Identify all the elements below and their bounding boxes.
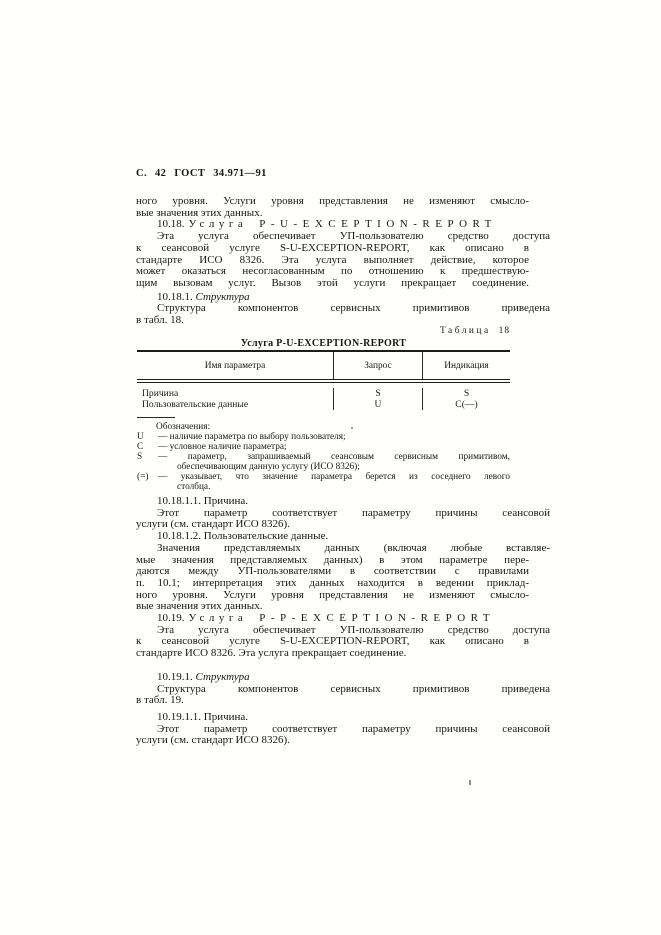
table-row [137,399,510,410]
column-header-request: Запрос [333,352,422,379]
text-line: стандарте ИСО 8326. Эта услуга выполняет действие, которое [136,253,529,266]
legend-text: столбца. [177,482,211,492]
page-header: С. 42 ГОСТ 34.971—91 [136,168,267,179]
legend-item-s [137,452,510,472]
text-line: Эта услуга обеспечивает УП-пользователю средство доступа [157,230,550,243]
text-line: даются между УП-пользователями в соответствии с правилами [136,565,529,578]
text-line: ного уровня. Услуги уровня представления не изменяют смысло- [136,588,529,601]
text-line: в табл. 18. [136,314,184,327]
table-legend [137,422,510,492]
table-cell-indication: C(—) [422,399,510,410]
text-line: Значения представляемых данных (включая любые вставляе- [157,541,550,554]
text-line: щим вызовам услуг. Вызов этой услуги прекращает соединение. [136,276,529,289]
section-code: P-P-EXCEPTION-REPORT [259,612,496,625]
legend-item-u [137,432,510,442]
text-line: может оказаться несогласованным по отношению к предшествую- [136,265,529,278]
text-line: Этот параметр соответствует параметру причины сеансовой [157,506,550,519]
column-header-name: Имя параметра [204,360,266,371]
subsection-number: 10.18.1. [157,290,193,303]
text-line: к сеансовой услуге S-U-EXCEPTION-REPORT, как описано в [136,635,529,648]
intro-paragraph [136,196,529,219]
legend-text: — указывает, что значение параметра берется из соседнего левого [158,472,510,482]
subsection-number: 10.19.1. [157,670,193,683]
section-code: P-U-EXCEPTION-REPORT [259,218,497,231]
table-18 [137,326,510,492]
legend-item-c [137,442,510,452]
scan-speck [351,427,353,429]
legend-label: Обозначения: [156,422,211,432]
paragraph-10-18 [136,230,550,290]
text-line: Структура компонентов сервисных примитивов приведена [157,302,550,315]
subsection-heading-10-18-1-2: 10.18.1.2. Пользовательские данные. [157,530,329,543]
text-line: Структура компонентов сервисных примитивов приведена [157,682,550,695]
section-number: 10.18. [157,218,185,231]
text-line: ного уровня. Услуги уровня представления не изменяют смысло- [136,195,529,207]
table-caption-number: 18 [498,326,510,336]
legend-symbol: S [137,452,143,462]
table-cell-name: Пользовательские данные [142,399,249,410]
text-line: п. 10.1; интерпретация этих данных находится в ведении приклад- [136,576,529,589]
legend-symbol: (=) [137,472,149,482]
legend-text: обеспечивающим данную услугу (ИСО 8326); [177,462,360,472]
legend-text: — условное наличие параметра; [158,442,287,452]
table-cell-indication: S [422,388,510,399]
table-caption [137,326,510,337]
legend-symbol: U [137,432,144,442]
subsection-title: Структура [195,290,250,303]
text-line: стандарте ИСО 8326. Эта услуга прекращает соединение. [136,647,407,660]
text-line: услуги (см. стандарт ИСО 8326). [136,734,290,747]
table-grid [137,350,510,417]
footnote-rule [137,417,175,418]
lower-text-block [136,495,550,747]
table-row [137,388,510,399]
subsection-heading-10-18-1-1: 10.18.1.1. Причина. [157,495,249,507]
legend-item-equals [137,472,510,492]
table-cell-name: Причина [142,388,179,399]
text-line: Эта услуга обеспечивает УП-пользователю средство доступа [157,623,550,636]
text-line: вые значения этих данных. [136,206,263,219]
paragraph-structure-18 [136,302,550,327]
text-line: мые значения представляемых данных) в этом параметре пере- [136,553,529,566]
table-title: Услуга P-U-EXCEPTION-REPORT [240,338,407,349]
subsection-title: Структура [195,670,250,683]
table-body [137,383,510,417]
subsection-heading-10-19-1 [136,672,550,684]
section-word: Услуга [188,218,248,231]
table-header-row [137,352,510,379]
table-caption-word: Таблица [440,326,491,336]
scan-speck [469,780,471,785]
text-line: в табл. 19. [136,694,184,707]
legend-text: — наличие параметра по выбору пользователя; [158,432,346,442]
section-heading-10-19 [136,613,550,625]
text-line: Этот параметр соответствует параметру причины сеансовой [157,722,550,735]
text-line: к сеансовой услуге S-U-EXCEPTION-REPORT, как описано в [136,241,529,254]
text-line: услуги (см. стандарт ИСО 8326). [136,518,290,531]
section-word: Услуга [188,612,248,625]
section-number: 10.19. [157,612,185,625]
column-header-indication: Индикация [422,352,510,379]
legend-text: — параметр, запрашиваемый сеансовым сервисным примитивом, [158,452,510,462]
subsection-heading-10-19-1-1: 10.19.1.1. Причина. [157,710,249,723]
table-cell-request: U [333,399,422,410]
text-line: вые значения этих данных. [136,600,263,613]
table-cell-request: S [333,388,422,399]
legend-symbol: C [137,442,144,452]
